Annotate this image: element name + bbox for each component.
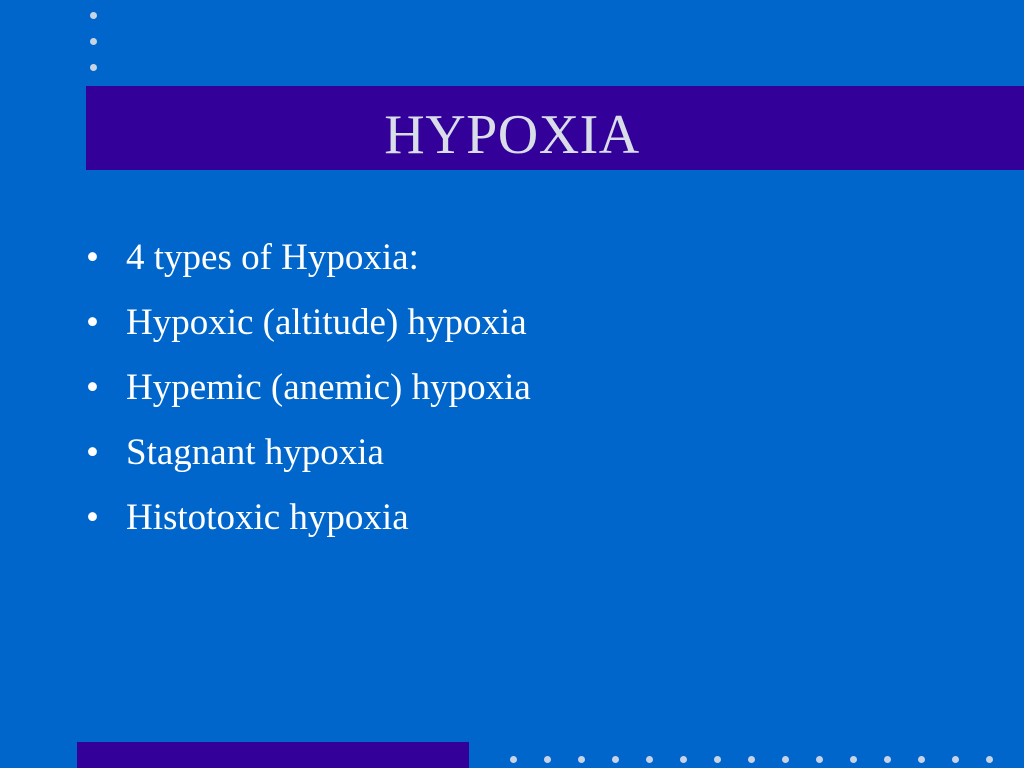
decorative-dot [612, 756, 619, 763]
decorative-dot [714, 756, 721, 763]
decorative-dot [748, 756, 755, 763]
bottom-band [77, 742, 469, 768]
decorative-dot [510, 756, 517, 763]
decorative-dot [544, 756, 551, 763]
bullet-icon: • [86, 497, 99, 538]
slide-title: HYPOXIA [384, 104, 640, 166]
decorative-dot [646, 756, 653, 763]
decorative-dot [90, 38, 97, 45]
bullet-icon: • [86, 367, 99, 408]
decorative-dot [816, 756, 823, 763]
bullet-icon: • [86, 302, 99, 343]
decorative-dot [850, 756, 857, 763]
decorative-dot [782, 756, 789, 763]
decorative-dot [884, 756, 891, 763]
decorative-dot [952, 756, 959, 763]
bullet-text: Hypemic (anemic) hypoxia [126, 367, 531, 408]
bullet-text: Hypoxic (altitude) hypoxia [126, 302, 527, 343]
decorative-dot [90, 64, 97, 71]
bullet-text: Histotoxic hypoxia [126, 497, 409, 538]
decorative-dot [986, 756, 993, 763]
bullet-text: Stagnant hypoxia [126, 432, 384, 473]
decorative-dot [680, 756, 687, 763]
bullet-icon: • [86, 237, 99, 278]
bullet-text: 4 types of Hypoxia: [126, 237, 419, 278]
decorative-dot [578, 756, 585, 763]
bullet-icon: • [86, 432, 99, 473]
decorative-dot [918, 756, 925, 763]
decorative-dot [90, 12, 97, 19]
